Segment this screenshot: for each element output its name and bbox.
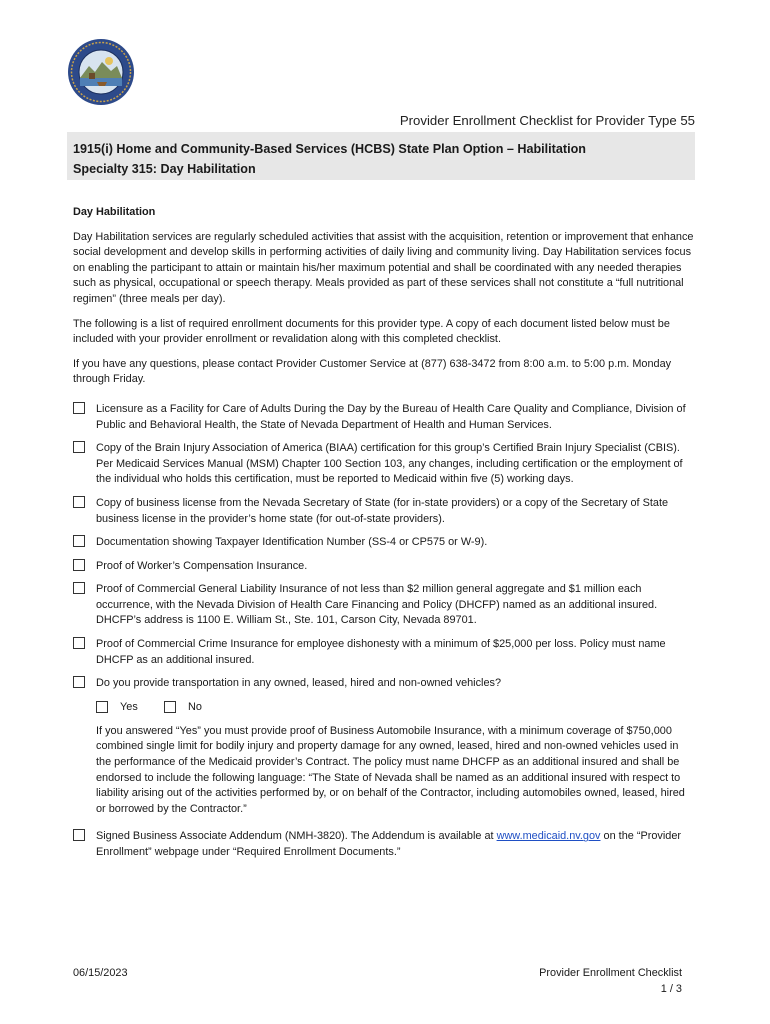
liability-insurance-checkbox[interactable] [73, 582, 85, 594]
checklist-item-licensure [73, 402, 695, 433]
transportation-checkbox[interactable] [73, 676, 85, 688]
specialty-title: Specialty 315: Day Habilitation [73, 162, 256, 176]
yes-checkbox[interactable] [96, 701, 108, 713]
contact-paragraph: If you have any questions, please contact Provider Customer Service at (877) 638-3472 from 8:00 a.m. to 5:00 p.m. Monday through Friday. [73, 357, 672, 386]
checklist-item-text: Proof of Worker’s Compensation Insurance. [96, 559, 308, 572]
service-description: Day Habilitation services are regularly scheduled activities that assist with the acquisition, retention or improvement that enhance social development and develop skills in performing activities of daily living and community living. Day Habilitation services focus on enabling the participant to attain or maintain his/her maximum potential and shall be coordinated with any needed therapies such as physical, occupational or speech therapy. Meals provided as part of these services shall not constitute a “full nutritional regimen” (three meals per day). [73, 230, 694, 305]
checklist-title: Provider Enrollment Checklist for Provider Type 55 [399, 113, 695, 128]
checklist-item-text: Licensure as a Facility for Care of Adults During the Day by the Bureau of Health Care Quality and Compliance, Division of Public and Behavioral Health, the State of Nevada Department of Health and Human Services. [96, 402, 686, 431]
checklist-item-baa [73, 829, 695, 860]
checklist-item-text: Documentation showing Taxpayer Identification Number (SS-4 or CP575 or W-9). [96, 536, 488, 549]
yes-label: Yes [120, 700, 138, 713]
checklist-item-workers-comp [73, 559, 695, 575]
section-heading: Day Habilitation [73, 206, 156, 218]
nevada-state-seal-icon [67, 38, 135, 106]
baa-text-before: Signed Business Associate Addendum (NMH-3820). The Addendum is available at [96, 830, 497, 843]
biaa-checkbox[interactable] [73, 441, 85, 453]
auto-insurance-note: If you answered “Yes” you must provide proof of Business Automobile Insurance, with a minimum coverage of $750,000 combined single limit for bodily injury and property damage for any owned, leased, hired and non-owned vehicles used in the performance of the Medicaid provider’s Contract. The policy must name DHCFP as an additional insured and shall be endorsed to include the following language: “The State of Nevada shall be named as an additional insured with respect to liability arising out of the activities performed by, or on behalf of the Contractor, including automobiles owned, leased, hired or borrowed by the Contractor.” [96, 724, 685, 815]
checklist-item-text: Proof of Commercial Crime Insurance for employee dishonesty with a minimum of $25,000 per loss. Policy must name DHCFP as an additional insured. [96, 638, 666, 666]
checklist-item-liability-insurance [73, 582, 695, 629]
document-body [73, 205, 695, 869]
checklist-item-text: Copy of business license from the Nevada Secretary of State (for in-state providers) or a copy of the Secretary of State business license in the provider’s home state (for out-of-state providers). [96, 496, 669, 525]
taxpayer-id-checkbox[interactable] [73, 535, 85, 547]
revision-date: 06/15/2023 [73, 967, 128, 979]
medicaid-website-link[interactable]: www.medicaid.nv.gov [496, 830, 601, 843]
baa-text-after: on the “Provider Enrollment” webpage under “Required Enrollment Documents.” [96, 830, 682, 858]
business-license-checkbox[interactable] [73, 496, 85, 508]
checklist-item-business-license [73, 496, 695, 527]
workers-comp-checkbox[interactable] [73, 559, 85, 571]
program-title: 1915(i) Home and Community-Based Services (HCBS) State Plan Option – Habilitation [73, 142, 586, 156]
checklist-item-text: Do you provide transportation in any owned, leased, hired and non-owned vehicles? [96, 677, 502, 690]
checklist-item-taxpayer-id [73, 535, 695, 551]
no-checkbox[interactable] [164, 701, 176, 713]
checklist-item-text: Proof of Commercial General Liability Insurance of not less than $2 million general aggregate and $1 million each occurrence, with the Nevada Division of Health Care Financing and Policy (DHCFP) named as an additional insured. DHCFP’s address is 1100 E. William St., Ste. 101, Carson City, Nevada 89701. [96, 583, 658, 627]
checklist-item-text: Copy of the Brain Injury Association of America (BIAA) certification for this group’s Certified Brain Injury Specialist (CBIS). Per Medicaid Services Manual (MSM) Chapter 100 Section 103, any changes, including certification or the employment of the individual who holds this certification, must be reported to Medicaid within five (5) working days. [96, 442, 683, 486]
licensure-checkbox[interactable] [73, 402, 85, 414]
checklist-item-transportation [73, 676, 695, 692]
footer-right [539, 966, 682, 997]
baa-checkbox[interactable] [73, 829, 85, 841]
intro-paragraph: The following is a list of required enrollment documents for this provider type. A copy of each document listed below must be included with your provider enrollment or revalidation along with this completed checklist. [73, 317, 670, 346]
page-number: 1 / 3 [660, 982, 682, 995]
footer-title: Provider Enrollment Checklist [539, 967, 682, 979]
no-label: No [188, 700, 202, 713]
transportation-answer-row [96, 700, 695, 718]
checklist-item-crime-insurance [73, 637, 695, 668]
checklist-item-biaa [73, 441, 695, 488]
program-title-band [67, 132, 695, 180]
crime-insurance-checkbox[interactable] [73, 637, 85, 649]
